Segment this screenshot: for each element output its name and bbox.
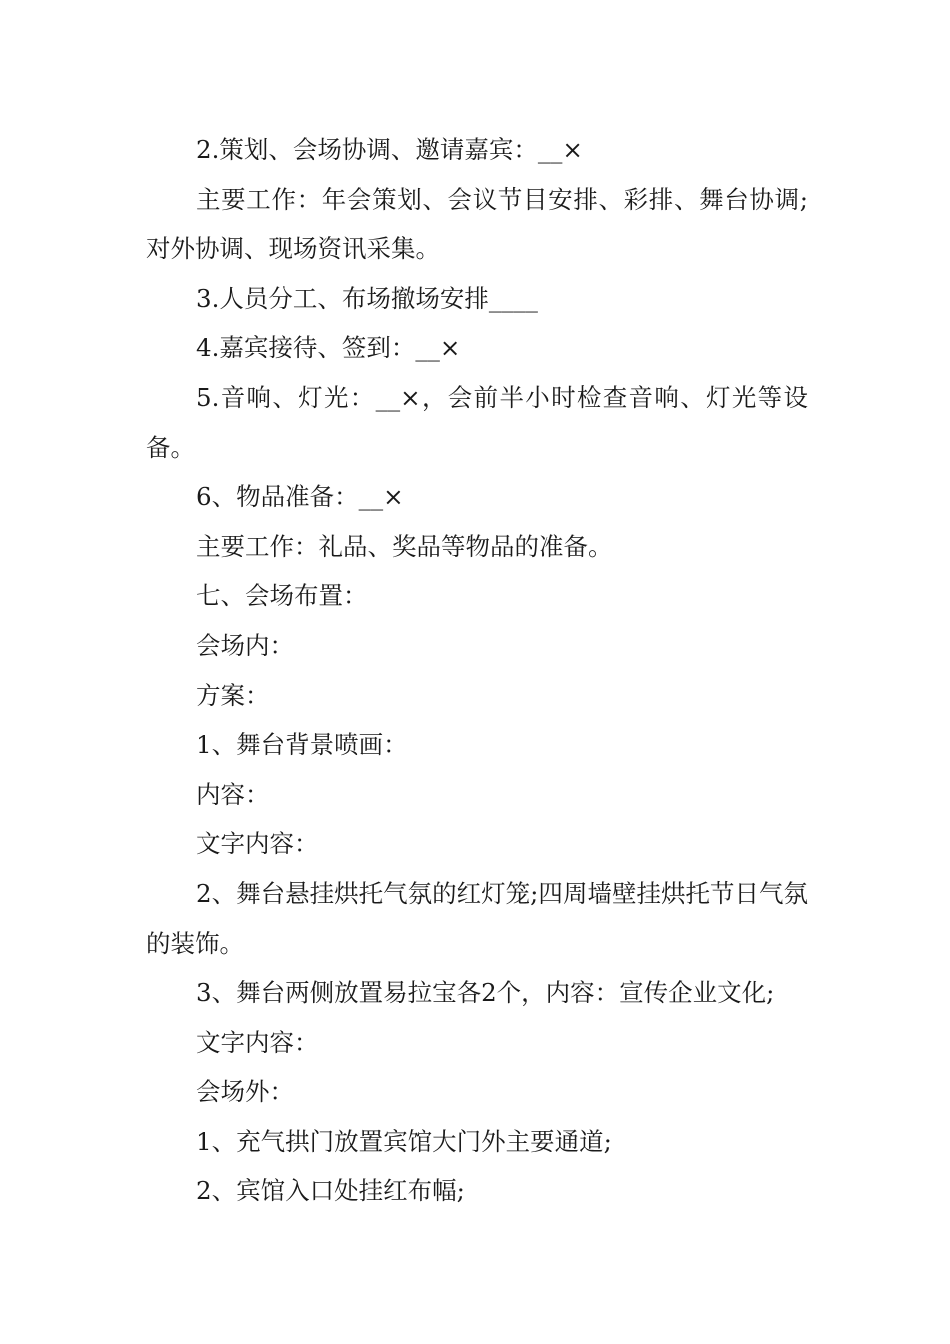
paragraph-planning-heading: 2.策划、会场协调、邀请嘉宾：__× xyxy=(196,135,583,164)
paragraph-text-content-label-2: 文字内容： xyxy=(196,1027,319,1057)
paragraph-lanterns-decoration: 2、舞台悬挂烘托气氛的红灯笼;四周墙壁挂烘托节日气氛的装饰。 xyxy=(146,878,808,958)
paragraph-text-content-label: 文字内容： xyxy=(196,829,319,859)
paragraph-rollup-banners: 3、舞台两侧放置易拉宝各2个，内容：宣传企业文化; xyxy=(196,978,775,1008)
paragraph-outdoor-venue: 会场外： xyxy=(196,1077,294,1107)
paragraph-plan: 方案： xyxy=(196,680,270,710)
document-body xyxy=(146,125,808,1216)
section-heading-venue-layout: 七、会场布置： xyxy=(196,581,368,611)
paragraph-reception: 4.嘉宾接待、签到：__× xyxy=(196,333,461,363)
paragraph-stage-backdrop: 1、舞台背景喷画： xyxy=(196,730,408,760)
paragraph-audio-lighting: 5.音响、灯光：__×，会前半小时检查音响、灯光等设备。 xyxy=(146,382,808,462)
paragraph-supplies-duties: 主要工作：礼品、奖品等物品的准备。 xyxy=(196,531,613,561)
paragraph-supplies: 6、物品准备：__× xyxy=(196,482,404,512)
paragraph-planning-duties: 主要工作：年会策划、会议节目安排、彩排、舞台协调;对外协调、现场资讯采集。 xyxy=(146,184,808,264)
paragraph-staffing: 3.人员分工、布场撤场安排____ xyxy=(196,283,538,313)
paragraph-inflatable-arch: 1、充气拱门放置宾馆大门外主要通道; xyxy=(196,1126,612,1156)
paragraph-content-label: 内容： xyxy=(196,779,270,809)
paragraph-red-banner: 2、宾馆入口处挂红布幅; xyxy=(196,1176,465,1206)
paragraph-indoor-venue: 会场内： xyxy=(196,630,294,660)
